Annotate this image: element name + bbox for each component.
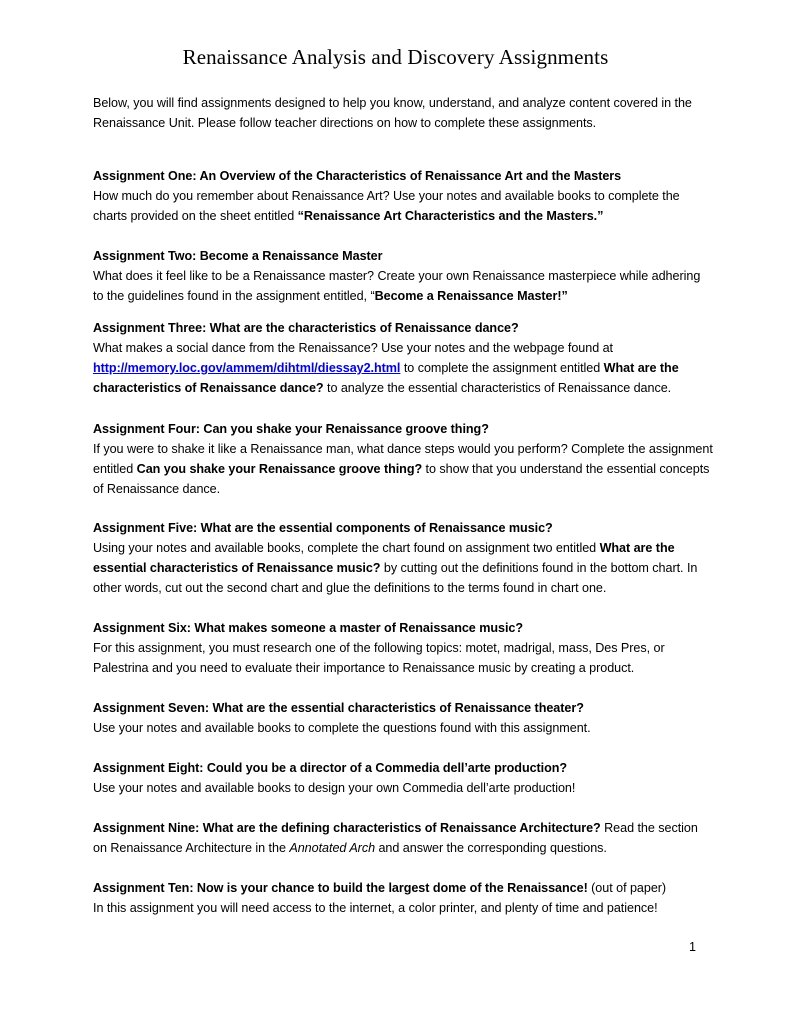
assignment-three xyxy=(93,318,713,398)
assignment-title-reference: Become a Renaissance Master!” xyxy=(374,289,568,303)
book-title: Annotated Arch xyxy=(289,841,376,855)
page-title: Renaissance Analysis and Discovery Assignments xyxy=(182,45,609,69)
assignment-title-reference: Can you shake your Renaissance groove thing? xyxy=(136,462,423,476)
assignment-title-reference: What are the essential characteristics of Renaissance music? xyxy=(93,541,675,575)
assignment-description: In this assignment you will need access to the internet, a color printer, and plenty of time and patience! xyxy=(93,901,658,915)
assignment-heading: Assignment Two: Become a Renaissance Master xyxy=(93,249,383,263)
assignment-heading: Assignment Five: What are the essential components of Renaissance music? xyxy=(93,521,553,535)
assignment-description xyxy=(93,538,713,598)
assignment-description xyxy=(93,439,713,499)
intro-paragraph: Below, you will find assignments designed to help you know, understand, and analyze content covered in the Renaissance Unit. Please follow teacher directions on how to complete these assignments. xyxy=(93,96,692,130)
assignment-four xyxy=(93,419,713,499)
assignment-heading: Assignment Eight: Could you be a director of a Commedia dell’arte production? xyxy=(93,761,568,775)
assignment-heading-line xyxy=(93,878,713,898)
description-text: Using your notes and available books, complete the chart found on assignment two entitled xyxy=(93,541,600,555)
page-number: 1 xyxy=(689,940,697,954)
assignment-six xyxy=(93,618,713,678)
description-text: Read the section on Renaissance Architecture in the xyxy=(93,821,698,855)
assignment-eight xyxy=(93,758,713,798)
assignment-seven xyxy=(93,698,713,738)
assignment-heading: Assignment Three: What are the characteristics of Renaissance dance? xyxy=(93,321,519,335)
assignment-five xyxy=(93,518,713,598)
description-text: If you were to shake it like a Renaissance man, what dance steps would you perform? Complete the assignment entitled xyxy=(93,442,713,476)
description-text: to complete the assignment entitled xyxy=(400,361,604,375)
description-text: to show that you understand the essential concepts of Renaissance dance. xyxy=(93,462,710,496)
description-text: by cutting out the definitions found in the bottom chart. In other words, cut out the second chart and glue the definitions to the terms found in chart one. xyxy=(93,561,698,595)
assignment-title-reference: What are the characteristics of Renaissance dance? xyxy=(93,361,679,395)
assignment-description xyxy=(93,266,713,306)
assignment-description: Use your notes and available books to complete the questions found with this assignment. xyxy=(93,721,591,735)
description-text: to analyze the essential characteristics of Renaissance dance. xyxy=(323,381,672,395)
assignment-heading: Assignment Six: What makes someone a master of Renaissance music? xyxy=(93,621,523,635)
description-text: How much do you remember about Renaissance Art? Use your notes and available books to complete the charts provided on the sheet entitled xyxy=(93,189,680,223)
assignment-ten xyxy=(93,878,713,918)
assignment-heading: Assignment Seven: What are the essential characteristics of Renaissance theater? xyxy=(93,701,584,715)
assignment-heading: Assignment Ten: Now is your chance to build the largest dome of the Renaissance! xyxy=(93,881,588,895)
assignment-title-reference: “Renaissance Art Characteristics and the Masters.” xyxy=(297,209,604,223)
description-text: and answer the corresponding questions. xyxy=(375,841,607,855)
assignment-nine xyxy=(93,818,713,858)
assignment-description: For this assignment, you must research one of the following topics: motet, madrigal, mass, Des Pres, or Palestrina and you need to evaluate their importance to Renaissance music by creating a product. xyxy=(93,641,665,675)
assignment-description xyxy=(93,186,713,226)
assignment-one xyxy=(93,166,713,226)
assignment-description xyxy=(93,338,713,398)
assignment-heading: Assignment One: An Overview of the Characteristics of Renaissance Art and the Masters xyxy=(93,169,622,183)
assignment-description xyxy=(93,818,713,858)
description-text: What does it feel like to be a Renaissance master? Create your own Renaissance masterpiece while adhering to the guidelines found in the assignment entitled, “ xyxy=(93,269,701,303)
description-text: What makes a social dance from the Renaissance? Use your notes and the webpage found at xyxy=(93,341,614,355)
assignment-heading: Assignment Four: Can you shake your Renaissance groove thing? xyxy=(93,422,489,436)
heading-note: (out of paper) xyxy=(587,881,667,895)
assignment-description: Use your notes and available books to design your own Commedia dell’arte production! xyxy=(93,781,576,795)
webpage-link[interactable]: http://memory.loc.gov/ammem/dihtml/diessay2.html xyxy=(93,361,401,375)
assignment-two xyxy=(93,246,713,306)
assignment-heading: Assignment Nine: What are the defining characteristics of Renaissance Architecture? xyxy=(93,821,601,835)
